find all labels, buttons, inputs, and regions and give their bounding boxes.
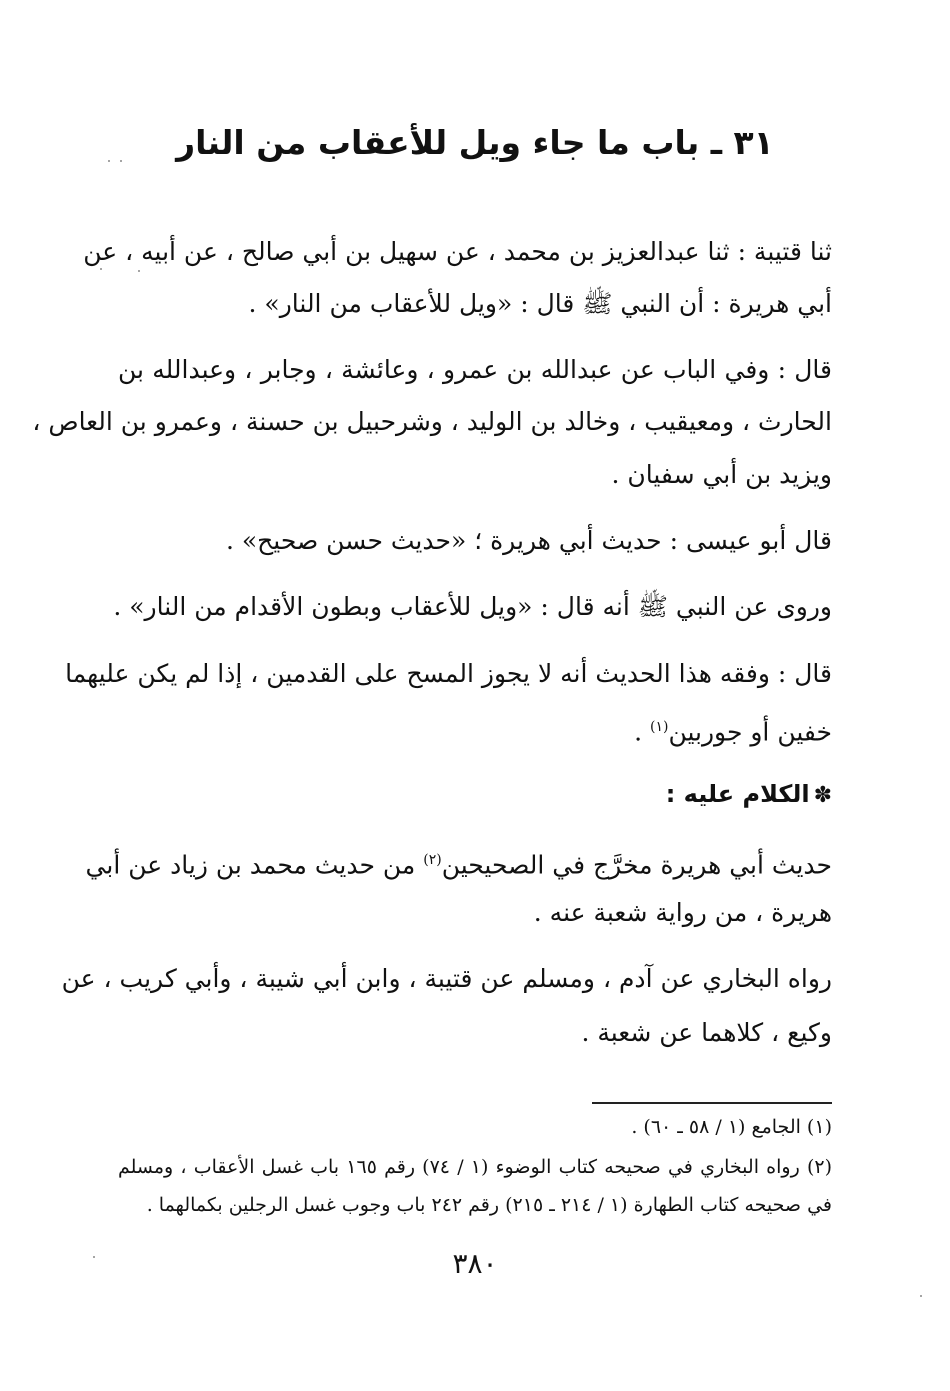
text-line-4: الحارث ، ومعيقيب ، وخالد بن الوليد ، وشرحبيل بن حسنة ، وعمرو بن العاص ، (32, 407, 832, 436)
section-heading (666, 774, 832, 816)
footnote-ref-2: (٢) (423, 852, 442, 868)
speck-mark (108, 160, 110, 162)
text-line-8: قال : وفقه هذا الحديث أنه لا يجوز المسح على القدمين ، إذا لم يكن عليهما (65, 659, 832, 688)
footnote-ref-1: (١) (649, 719, 669, 735)
section-heading-label: الكلام عليه : (665, 780, 810, 808)
page-number: ٣٨٠ (452, 1247, 498, 1280)
chapter-title: ٣١ ـ باب ما جاء ويل للأعقاب من النار (176, 123, 774, 162)
footnote-2-line-2: في صحيحه كتاب الطهارة (١ / ٢١٤ ـ ٢١٥) رقم ٢٤٢ باب وجوب غسل الرجلين بكمالهما . (146, 1194, 832, 1216)
footnote-separator (592, 1102, 832, 1104)
speck-mark (120, 160, 122, 162)
speck-mark (138, 270, 140, 272)
footnote-1: (١) الجامع (١ / ٥٨ ـ ٦٠) . (631, 1116, 832, 1138)
star-icon: ✽ (813, 783, 832, 808)
speck-mark (920, 1295, 922, 1297)
text-line-5: ويزيد بن أبي سفيان . (611, 460, 832, 489)
text-line-1: ثنا قتيبة : ثنا عبدالعزيز بن محمد ، عن سهيل بن أبي صالح ، عن أبيه ، عن (83, 237, 832, 266)
text-line-2: أبي هريرة : أن النبي ﷺ قال : «ويل للأعقاب من النار» . (248, 289, 832, 318)
text-line-9 (634, 707, 832, 752)
text-line-6: قال أبو عيسى : حديث أبي هريرة ؛ «حديث حسن صحيح» . (225, 526, 832, 555)
speck-mark (100, 268, 102, 270)
text-line-11: هريرة ، من رواية شعبة عنه . (533, 898, 832, 927)
text-line-10 (85, 840, 832, 885)
text-line-10-part-b: من حديث محمد بن زياد عن أبي (85, 850, 416, 880)
speck-mark (93, 1256, 95, 1258)
text-line-13: وكيع ، كلاهما عن شعبة . (581, 1018, 832, 1047)
text-line-10-part-a: حديث أبي هريرة مخرَّج في الصحيحين (441, 850, 832, 880)
text-line-9-body: خفين أو جوربين (668, 717, 832, 747)
line-end-period: . (634, 717, 643, 747)
footnote-2-line-1: (٢) رواه البخاري في صحيحه كتاب الوضوء (١ / ٧٤) رقم ١٦٥ باب غسل الأعقاب ، ومسلم (118, 1156, 832, 1178)
text-line-7: وروى عن النبي ﷺ أنه قال : «ويل للأعقاب وبطون الأقدام من النار» . (113, 592, 832, 621)
text-line-3: قال : وفي الباب عن عبدالله بن عمرو ، وعائشة ، وجابر ، وعبدالله بن (118, 355, 832, 384)
text-line-12: رواه البخاري عن آدم ، ومسلم عن قتيبة ، وابن أبي شيبة ، وأبي كريب ، عن (61, 964, 832, 993)
